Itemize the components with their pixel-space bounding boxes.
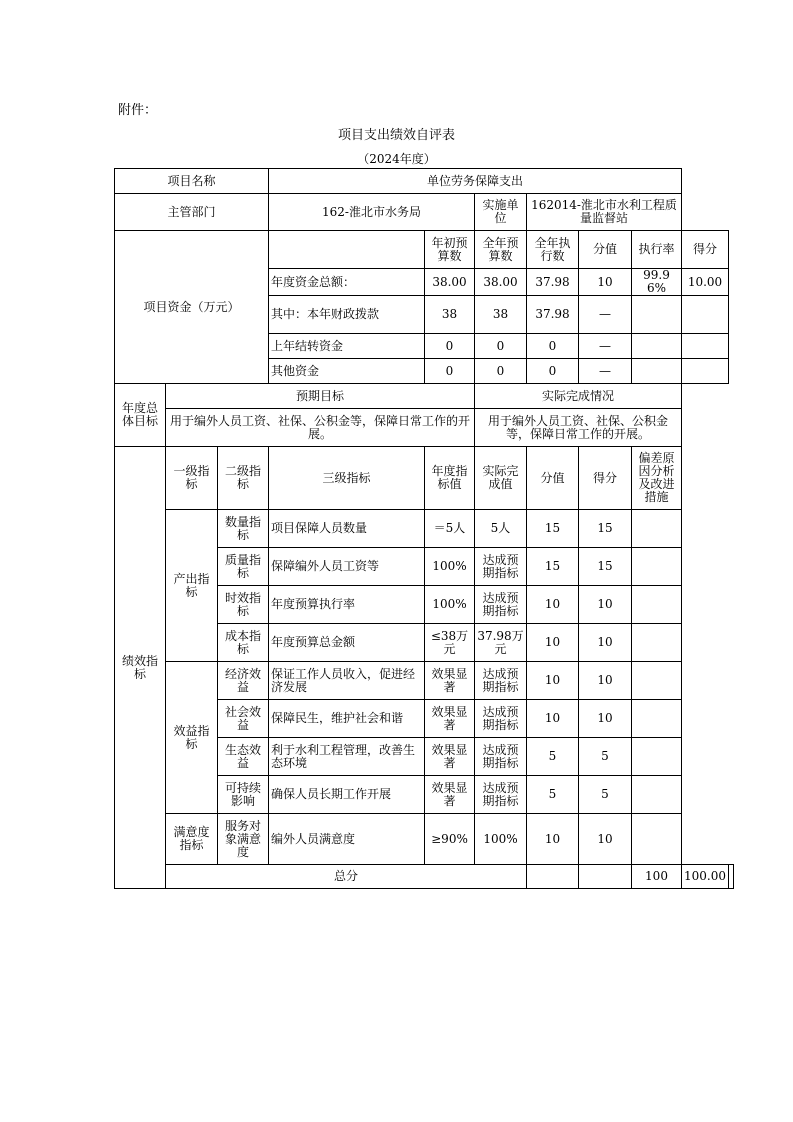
perf-actual: 100%	[475, 814, 527, 865]
dept-row	[115, 194, 734, 231]
perf-l3: 项目保障人员数量	[269, 510, 425, 548]
funds-header: 分值	[579, 231, 632, 269]
perf-actual: 达成预期指标	[475, 776, 527, 814]
funds-header: 全年预算数	[475, 231, 527, 269]
impl-unit-label: 实施单位	[475, 194, 527, 231]
perf-l2: 社会效益	[218, 700, 269, 738]
perf-score: 10	[527, 700, 579, 738]
perf-note	[632, 624, 682, 662]
funds-header-blank	[269, 231, 425, 269]
perf-l3: 利于水利工程管理，改善生态环境	[269, 738, 425, 776]
perf-note	[632, 586, 682, 624]
funds-cell: 37.98	[527, 296, 579, 334]
funds-cell	[682, 296, 729, 334]
funds-cell: 0	[475, 359, 527, 384]
funds-cell: 38	[475, 296, 527, 334]
perf-header: 年度指标值	[425, 447, 475, 510]
perf-score: 10	[527, 586, 579, 624]
perf-got: 10	[579, 700, 632, 738]
dept-label: 主管部门	[115, 194, 269, 231]
total-note	[729, 865, 734, 889]
perf-note	[632, 662, 682, 700]
funds-cell: 0	[425, 359, 475, 384]
total-actual	[579, 865, 632, 889]
funds-header: 年初预算数	[425, 231, 475, 269]
perf-l3: 年度预算执行率	[269, 586, 425, 624]
project-name-label: 项目名称	[115, 169, 269, 194]
perf-l2: 成本指标	[218, 624, 269, 662]
perf-header: 三级指标	[269, 447, 425, 510]
perf-target: 效果显著	[425, 662, 475, 700]
perf-target: ＝5人	[425, 510, 475, 548]
funds-cell: —	[579, 359, 632, 384]
perf-header: 二级指标	[218, 447, 269, 510]
perf-got: 15	[579, 548, 632, 586]
perf-header: 分值	[527, 447, 579, 510]
perf-actual: 37.98万元	[475, 624, 527, 662]
goal-actual-label: 实际完成情况	[475, 384, 682, 409]
funds-cell: 38.00	[425, 269, 475, 296]
page-subtitle: （2024年度）	[357, 152, 436, 166]
funds-cell: —	[579, 296, 632, 334]
attachment-label: 附件：	[118, 103, 158, 118]
perf-note	[632, 548, 682, 586]
total-label: 总分	[166, 865, 527, 889]
perf-score: 15	[527, 548, 579, 586]
perf-target: 100%	[425, 548, 475, 586]
funds-row-name: 其中：本年财政拨款	[269, 296, 425, 334]
funds-cell: 10	[579, 269, 632, 296]
perf-score: 10	[527, 662, 579, 700]
perf-l2: 质量指标	[218, 548, 269, 586]
perf-l2: 生态效益	[218, 738, 269, 776]
perf-l2: 经济效益	[218, 662, 269, 700]
funds-cell: —	[579, 334, 632, 359]
perf-got: 15	[579, 510, 632, 548]
total-score: 100	[632, 865, 682, 889]
perf-header-row	[115, 447, 734, 510]
perf-header: 得分	[579, 447, 632, 510]
perf-l3: 年度预算总金额	[269, 624, 425, 662]
perf-got: 10	[579, 624, 632, 662]
perf-got: 5	[579, 738, 632, 776]
perf-actual: 达成预期指标	[475, 586, 527, 624]
perf-score: 5	[527, 776, 579, 814]
perf-l3: 保证工作人员收入，促进经济发展	[269, 662, 425, 700]
perf-label: 绩效指标	[115, 447, 166, 889]
goal-actual-text: 用于编外人员工资、社保、公积金等，保障日常工作的开展。	[475, 409, 682, 447]
perf-target: ≤38万元	[425, 624, 475, 662]
perf-note	[632, 814, 682, 865]
perf-note	[632, 510, 682, 548]
perf-l3: 保障民生，维护社会和谐	[269, 700, 425, 738]
evaluation-table	[114, 168, 734, 889]
total-got: 100.00	[682, 865, 729, 889]
funds-row-name: 其他资金	[269, 359, 425, 384]
goal-expected-label: 预期目标	[166, 384, 475, 409]
funds-cell: 99.96%	[632, 269, 682, 296]
project-name-row	[115, 169, 734, 194]
funds-cell	[682, 359, 729, 384]
funds-header: 执行率	[632, 231, 682, 269]
perf-score: 15	[527, 510, 579, 548]
goal-header-row	[115, 384, 734, 409]
perf-note	[632, 700, 682, 738]
perf-header: 偏差原因分析及改进措施	[632, 447, 682, 510]
funds-cell	[632, 359, 682, 384]
perf-score: 5	[527, 738, 579, 776]
perf-row	[115, 814, 734, 865]
funds-label: 项目资金（万元）	[115, 231, 269, 384]
page-title: 项目支出绩效自评表	[337, 128, 455, 143]
funds-cell: 37.98	[527, 269, 579, 296]
goal-expected-text: 用于编外人员工资、社保、公积金等，保障日常工作的开展。	[166, 409, 475, 447]
perf-got: 10	[579, 662, 632, 700]
perf-target: 100%	[425, 586, 475, 624]
perf-l1: 满意度指标	[166, 814, 218, 865]
goal-content-row	[115, 409, 734, 447]
perf-actual: 达成预期指标	[475, 662, 527, 700]
perf-score: 10	[527, 624, 579, 662]
perf-note	[632, 776, 682, 814]
perf-target: 效果显著	[425, 700, 475, 738]
perf-l3: 编外人员满意度	[269, 814, 425, 865]
perf-row	[115, 510, 734, 548]
perf-l2: 时效指标	[218, 586, 269, 624]
perf-actual: 达成预期指标	[475, 548, 527, 586]
total-row	[115, 865, 734, 889]
goal-label: 年度总体目标	[115, 384, 166, 447]
perf-actual: 达成预期指标	[475, 738, 527, 776]
perf-l3: 确保人员长期工作开展	[269, 776, 425, 814]
funds-header: 得分	[682, 231, 729, 269]
funds-cell	[632, 296, 682, 334]
perf-l2: 服务对象满意度	[218, 814, 269, 865]
perf-l2: 可持续影响	[218, 776, 269, 814]
perf-l1: 效益指标	[166, 662, 218, 814]
funds-row-name: 上年结转资金	[269, 334, 425, 359]
perf-got: 10	[579, 586, 632, 624]
funds-cell: 0	[527, 334, 579, 359]
perf-target: 效果显著	[425, 776, 475, 814]
perf-actual: 达成预期指标	[475, 700, 527, 738]
funds-cell: 38.00	[475, 269, 527, 296]
project-name-value: 单位劳务保障支出	[269, 169, 682, 194]
perf-l1: 产出指标	[166, 510, 218, 662]
perf-got: 10	[579, 814, 632, 865]
funds-header-row	[115, 231, 734, 269]
funds-cell	[682, 334, 729, 359]
perf-score: 10	[527, 814, 579, 865]
funds-cell: 0	[527, 359, 579, 384]
perf-l2: 数量指标	[218, 510, 269, 548]
funds-cell: 38	[425, 296, 475, 334]
perf-note	[632, 738, 682, 776]
funds-header: 全年执行数	[527, 231, 579, 269]
impl-unit-value: 162014-淮北市水利工程质量监督站	[527, 194, 682, 231]
funds-cell: 0	[425, 334, 475, 359]
perf-l3: 保障编外人员工资等	[269, 548, 425, 586]
dept-value: 162-淮北市水务局	[269, 194, 475, 231]
perf-target: 效果显著	[425, 738, 475, 776]
perf-got: 5	[579, 776, 632, 814]
perf-header: 一级指标	[166, 447, 218, 510]
perf-row	[115, 662, 734, 700]
total-target	[527, 865, 579, 889]
perf-actual: 5人	[475, 510, 527, 548]
perf-header: 实际完成值	[475, 447, 527, 510]
funds-cell: 10.00	[682, 269, 729, 296]
funds-cell: 0	[475, 334, 527, 359]
perf-target: ≥90%	[425, 814, 475, 865]
funds-row-name: 年度资金总额：	[269, 269, 425, 296]
funds-cell	[632, 334, 682, 359]
